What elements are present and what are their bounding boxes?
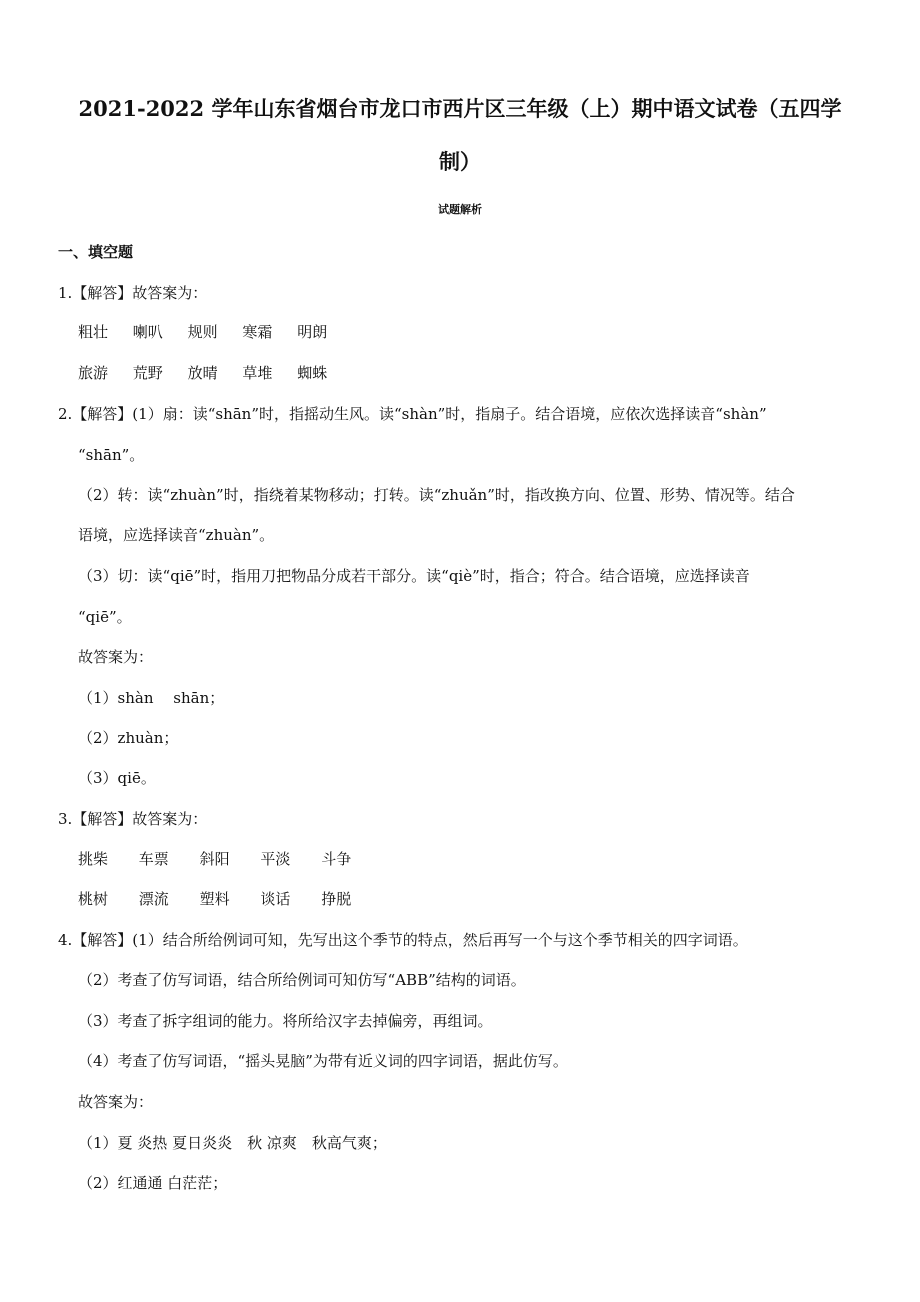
q2-paragraph-1-line-1: 2.【解答】(1）扇：读“shān”时，指摇动生风。读“shàn”时，指扇子。结合语境，应依次选择读音“shàn”: [58, 405, 767, 423]
answer-word: 谈话: [260, 890, 291, 908]
q2-paragraph-2-line-1: （2）转：读“zhuàn”时，指绕着某物移动；打转。读“zhuǎn”时，指改换方向、位置、形势、情况等。结合: [78, 486, 795, 504]
answer-word: 草堆: [242, 364, 273, 382]
document-subtitle: 试题解析: [438, 203, 482, 216]
q2-answer-heading: 故答案为：: [78, 648, 154, 666]
q2-answer-2: （2）zhuàn；: [78, 729, 179, 747]
answer-word: 明朗: [297, 323, 328, 341]
q4-line-2: （2）考查了仿写词语，结合所给例词可知仿写“ABB”结构的词语。: [78, 971, 526, 989]
q2-paragraph-3-line-1: （3）切：读“qiē”时，指用刀把物品分成若干部分。读“qiè”时，指合；符合。结合语境，应选择读音: [78, 567, 750, 585]
q2-answer-1: （1）shàn shān；: [78, 689, 225, 707]
q1-answer-row-2: [78, 363, 327, 383]
q4-answer-1: （1）夏 炎热 夏日炎炎 秋 凉爽 秋高气爽；: [78, 1134, 387, 1152]
document-title-line1: 2021-2022 学年山东省烟台市龙口市西片区三年级（上）期中语文试卷（五四学: [78, 96, 842, 121]
q3-heading: 3.【解答】故答案为：: [58, 810, 208, 828]
answer-word: 塑料: [199, 890, 230, 908]
q2-answer-3: （3）qiē。: [78, 769, 156, 787]
answer-word: 旅游: [78, 364, 109, 382]
answer-word: 荒野: [132, 364, 163, 382]
q2-paragraph-2-line-2: 语境，应选择读音“zhuàn”。: [78, 526, 275, 544]
answer-word: 斜阳: [199, 850, 230, 868]
answer-word: 规则: [187, 323, 218, 341]
answer-word: 寒霜: [242, 323, 273, 341]
q4-line-3: （3）考查了拆字组词的能力。将所给汉字去掉偏旁，再组词。: [78, 1012, 493, 1030]
q4-answer-2: （2）红通通 白茫茫；: [78, 1174, 228, 1192]
answer-word: 漂流: [138, 890, 169, 908]
answer-word: 粗壮: [78, 323, 109, 341]
answer-word: 挣脱: [321, 890, 352, 908]
answer-word: 喇叭: [132, 323, 163, 341]
q2-paragraph-1-line-2: “shān”。: [78, 446, 145, 464]
q2-paragraph-3-line-2: “qiē”。: [78, 608, 132, 626]
answer-word: 车票: [138, 850, 169, 868]
q4-line-1: 4.【解答】(1）结合所给例词可知，先写出这个季节的特点，然后再写一个与这个季节相关的四字词语。: [58, 931, 748, 949]
answer-word: 挑柴: [78, 850, 109, 868]
answer-word: 放晴: [187, 364, 218, 382]
answer-word: 蜘蛛: [297, 364, 328, 382]
q4-line-4: （4）考查了仿写词语，“摇头晃脑”为带有近义词的四字词语，据此仿写。: [78, 1052, 568, 1070]
answer-word: 平淡: [260, 850, 291, 868]
section-heading: 一、填空题: [58, 243, 134, 261]
q1-heading: 1.【解答】故答案为：: [58, 284, 208, 302]
answer-word: 桃树: [78, 890, 109, 908]
q4-answer-heading: 故答案为：: [78, 1093, 154, 1111]
q3-answer-row-1: [78, 849, 351, 869]
document-title-line2: 制）: [439, 149, 481, 174]
q3-answer-row-2: [78, 889, 351, 909]
q1-answer-row-1: [78, 322, 327, 342]
answer-word: 斗争: [321, 850, 352, 868]
